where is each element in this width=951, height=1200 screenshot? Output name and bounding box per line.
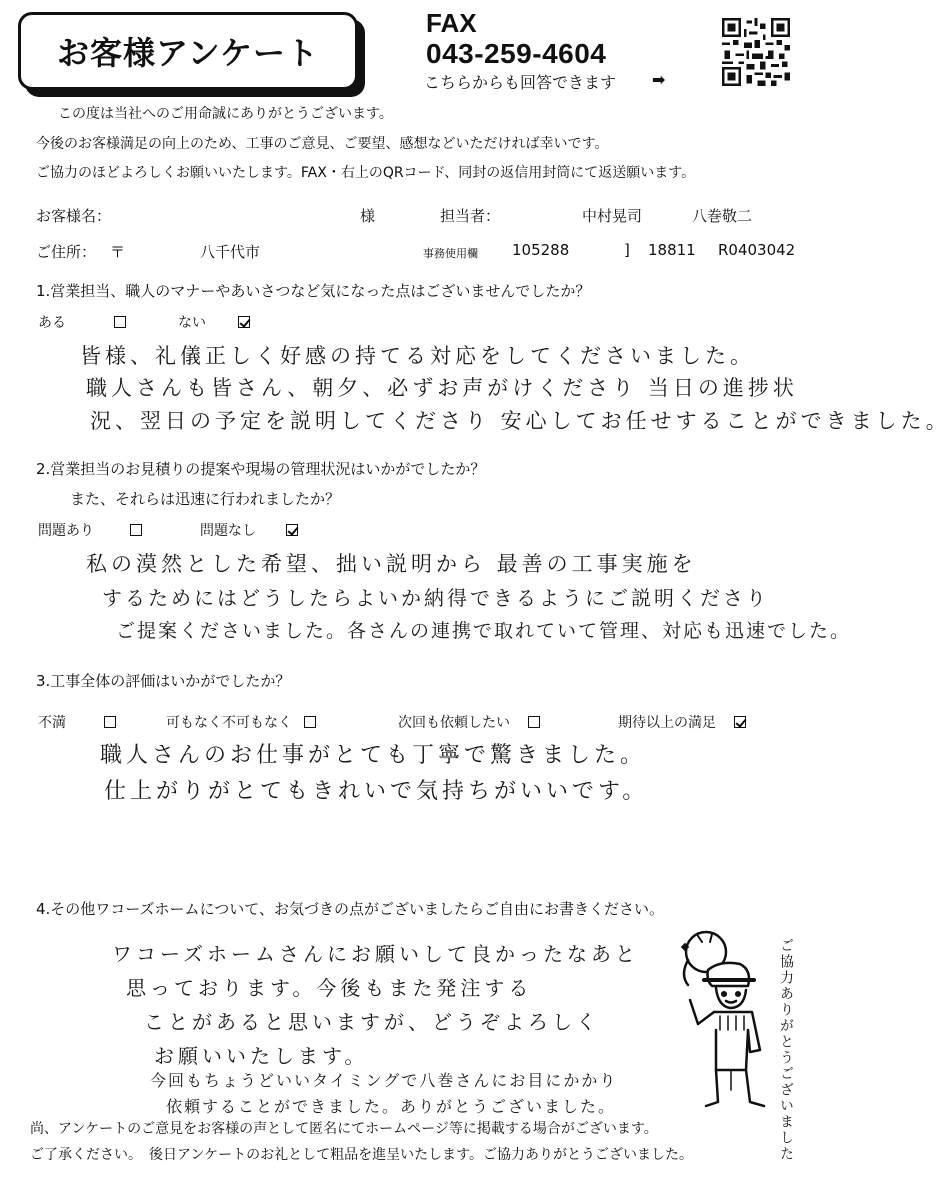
option-label: 可もなく不可もなく — [166, 715, 292, 731]
office-use-label: 事務使用欄 — [423, 247, 478, 260]
sama-label: 様 — [360, 207, 376, 225]
checkbox[interactable] — [104, 716, 116, 728]
office-code: 105288 — [512, 241, 570, 259]
checkbox[interactable] — [304, 716, 316, 728]
q3-answer-line: 職人さんのお仕事がとても丁寧で驚きました。 — [100, 743, 647, 768]
option-label: ない — [178, 315, 206, 331]
postal-mark: 〒 — [110, 243, 126, 261]
office-code: 18811 — [648, 241, 696, 259]
office-bracket: ] — [624, 241, 630, 259]
q1-answer-line: 皆様、礼儀正しく好感の持てる対応をしてくださいました。 — [80, 344, 755, 368]
option-label: 不満 — [38, 715, 66, 731]
q1-option-no[interactable] — [178, 312, 250, 332]
option-label: 次回も依頼したい — [398, 715, 510, 731]
checkbox-checked[interactable] — [734, 716, 746, 728]
staff-name: 八巻敬二 — [692, 207, 753, 225]
thanks-vertical-text: ご協力ありがとうございました — [778, 938, 794, 1162]
footer-note: ご了承ください。 後日アンケートのお礼として粗品を進呈いたします。ご協力ありがとうございました。 — [30, 1147, 694, 1163]
option-label: ある — [38, 315, 66, 331]
qr-note: こちらからも回答できます — [424, 73, 617, 92]
staff-label: 担当者： — [440, 207, 501, 225]
option-label: 期待以上の満足 — [618, 715, 716, 731]
customer-name-label: お客様名： — [36, 207, 112, 225]
question-2-sub: また、それらは迅速に行われましたか？ — [70, 490, 341, 508]
intro-line: ご協力のほどよろしくお願いいたします。FAX・右上のQRコード、同封の返信用封筒にて返送願います。 — [36, 165, 696, 181]
staff-name: 中村晃司 — [582, 207, 643, 225]
q4-answer-line: ワコーズホームさんにお願いして良かったなあと — [112, 942, 639, 966]
checkbox[interactable] — [528, 716, 540, 728]
q3-option-2[interactable] — [166, 712, 316, 732]
intro-line: この度は当社へのご用命誠にありがとうございます。 — [58, 106, 393, 122]
checkbox-checked[interactable] — [286, 524, 298, 536]
option-label: 問題あり — [38, 523, 94, 539]
question-1: 1.営業担当、職人のマナーやあいさつなど気になった点はございませんでしたか？ — [36, 282, 591, 300]
option-label: 問題なし — [200, 523, 256, 539]
q4-answer-line: お願いいたします。 — [154, 1044, 369, 1068]
checkbox[interactable] — [114, 316, 126, 328]
q3-answer-line: 仕上がりがとてもきれいで気持ちがいいです。 — [104, 779, 649, 804]
q4-answer-line: ことがあると思いますが、どうぞよろしく — [144, 1010, 600, 1034]
q4-answer-line: 依頼することができました。ありがとうございました。 — [166, 1097, 617, 1116]
intro-line: 今後のお客様満足の向上のため、工事のご意見、ご要望、感想などいただければ幸いです。 — [36, 136, 609, 152]
office-code: R0403042 — [718, 241, 796, 259]
question-2: 2.営業担当のお見積りの提案や現場の管理状況はいかがでしたか？ — [36, 460, 486, 478]
question-4: 4.その他ワコーズホームについて、お気づきの点がございましたらご自由にお書きください。 — [36, 900, 664, 918]
address-city: 八千代市 — [200, 243, 261, 261]
survey-title: お客様アンケート — [18, 12, 358, 90]
q3-option-3[interactable] — [398, 712, 540, 732]
fax-label: FAX — [426, 8, 477, 38]
q3-option-1[interactable] — [38, 712, 116, 732]
q1-option-yes[interactable] — [38, 312, 126, 332]
q4-answer-line: 思っております。今後もまた発注する — [126, 976, 533, 1000]
q3-option-4[interactable] — [618, 712, 746, 732]
fax-number: 043-259-4604 — [426, 38, 607, 69]
qr-code-icon[interactable] — [718, 18, 794, 86]
q2-answer-line: ご提案くださいました。各さんの連携で取れていて管理、対応も迅速でした。 — [116, 620, 852, 642]
mascot-worker-illustration — [668, 930, 778, 1110]
q2-answer-line: するためにはどうしたらよいか納得できるようにご説明くださり — [102, 586, 769, 610]
q4-answer-line: 今回もちょうどいいタイミングで八巻さんにお目にかかり — [150, 1071, 618, 1090]
checkbox-checked[interactable] — [238, 316, 250, 328]
q2-option-no[interactable] — [200, 520, 298, 540]
address-label: ご住所： — [36, 243, 97, 261]
q1-answer-line: 職人さんも皆さん、朝夕、必ずお声がけくださり 当日の進捗状 — [86, 376, 798, 400]
question-3: 3.工事全体の評価はいかがでしたか？ — [36, 672, 291, 690]
q1-answer-line: 況、翌日の予定を説明してくださり 安心してお任せすることができました。 — [90, 409, 951, 433]
q2-option-yes[interactable] — [38, 520, 142, 540]
q2-answer-line: 私の漠然とした希望、拙い説明から 最善の工事実施を — [86, 552, 697, 576]
footer-note: 尚、アンケートのご意見をお客様の声として匿名にてホームページ等に掲載する場合がございます。 — [30, 1121, 658, 1137]
checkbox[interactable] — [130, 524, 142, 536]
arrow-right-icon: ➡ — [652, 70, 666, 89]
